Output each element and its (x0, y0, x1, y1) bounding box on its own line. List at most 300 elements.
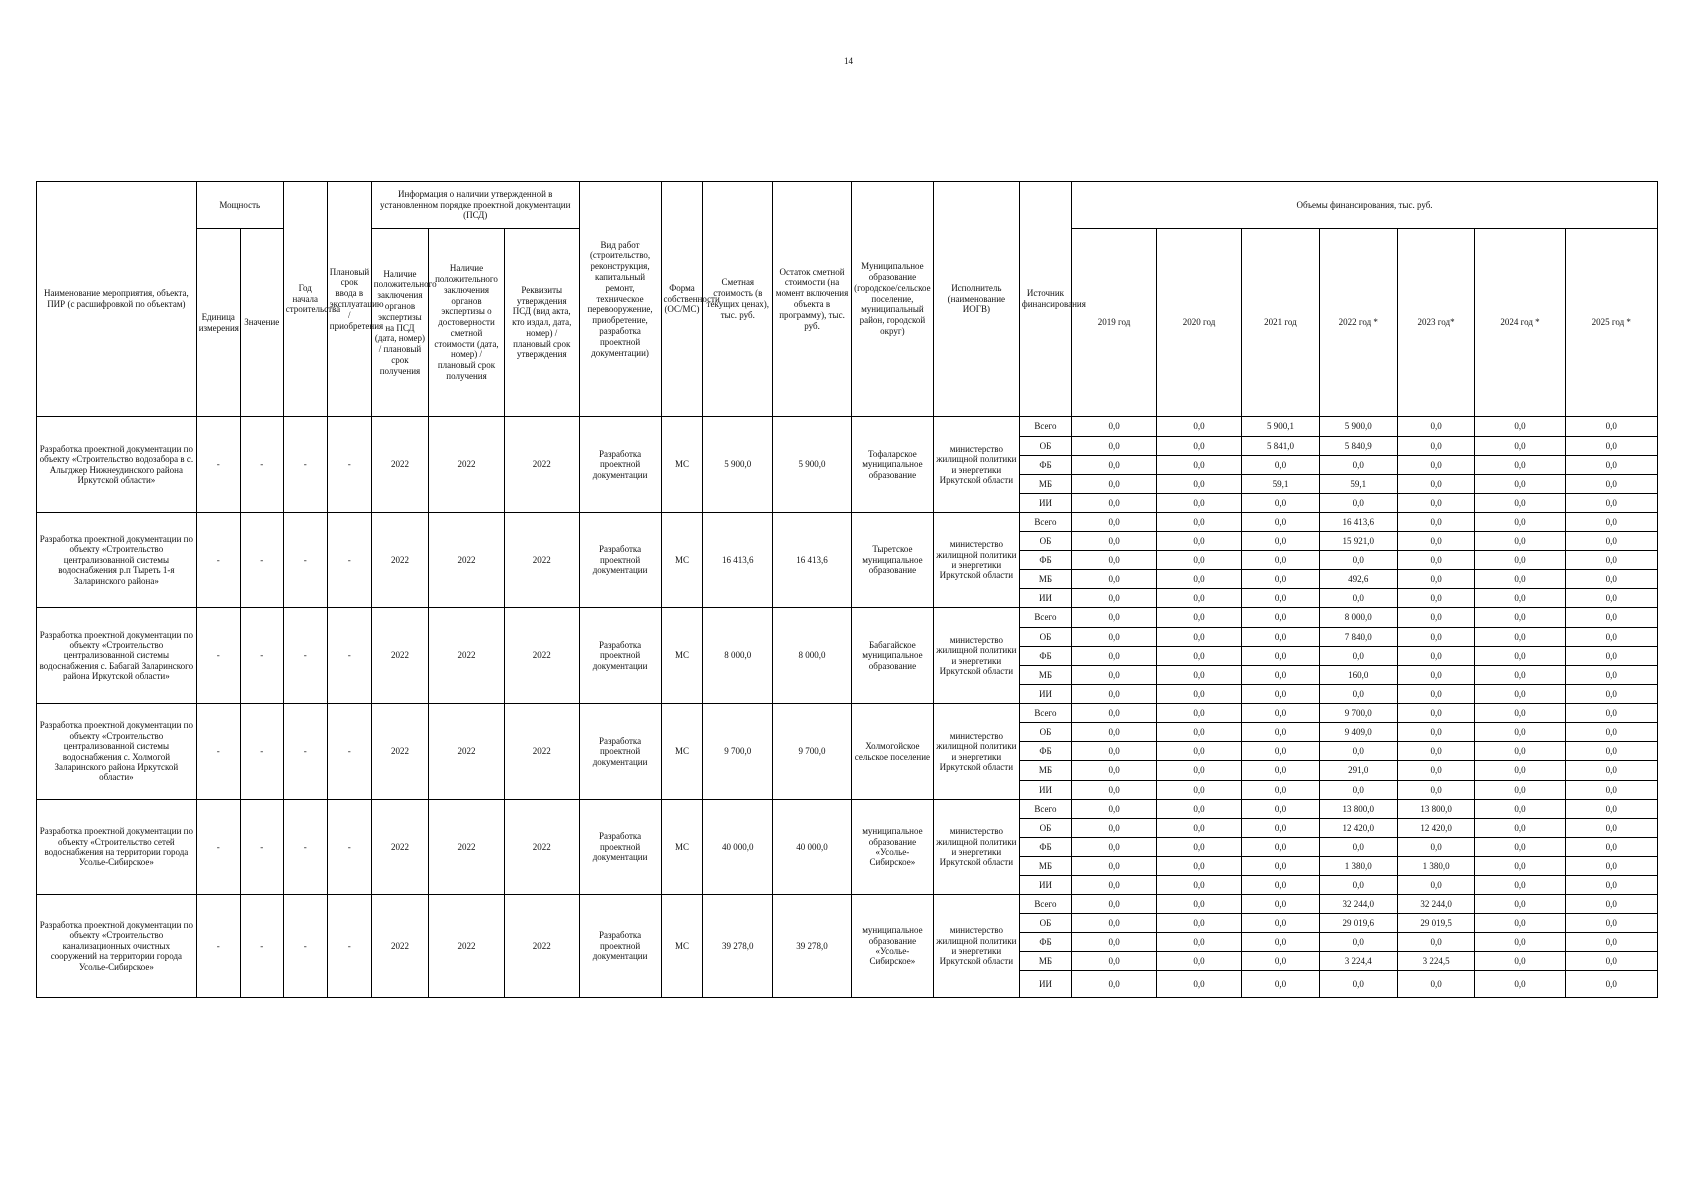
funding-value-cell: 0,0 (1157, 494, 1242, 513)
funding-value-cell: 0,0 (1475, 532, 1565, 551)
funding-source-cell: МБ (1019, 761, 1071, 781)
executor-cell: министерство жилищной политики и энергетики Иркутской области (933, 608, 1019, 704)
table-row (37, 704, 1658, 723)
funding-value-cell: 0,0 (1397, 589, 1475, 608)
funding-value-cell: 0,0 (1565, 819, 1657, 838)
funding-value-cell: 0,0 (1072, 551, 1157, 570)
header-psd-details: Реквизиты утверждения ПСД (вид акта, кто издал, дата, номер) / плановый срок утверждения (504, 229, 579, 417)
ownership-cell: МС (661, 800, 703, 895)
header-work-type: Вид работ (строительство, реконструкция, капитальный ремонт, техническое перевооружение, приобретение, разработка проектной документации) (579, 182, 661, 417)
year-start-cell: - (283, 895, 327, 998)
funding-value-cell: 0,0 (1565, 475, 1657, 494)
funding-value-cell: 0,0 (1565, 494, 1657, 513)
value-cell: - (240, 608, 283, 704)
funding-value-cell: 0,0 (1072, 513, 1157, 532)
funding-value-cell: 0,0 (1072, 914, 1157, 933)
funding-value-cell: 0,0 (1475, 589, 1565, 608)
funding-value-cell: 0,0 (1565, 781, 1657, 800)
estimated-cost-cell: 16 413,6 (703, 513, 773, 608)
funding-value-cell: 0,0 (1565, 857, 1657, 876)
funding-value-cell: 12 420,0 (1319, 819, 1397, 838)
funding-value-cell: 0,0 (1565, 952, 1657, 971)
municipality-cell: Тыретское муниципальное образование (851, 513, 933, 608)
funding-value-cell: 9 700,0 (1319, 704, 1397, 723)
funding-value-cell: 0,0 (1157, 838, 1242, 857)
funding-value-cell: 0,0 (1157, 513, 1242, 532)
psd-cost-cell: 2022 (429, 704, 505, 800)
executor-cell: министерство жилищной политики и энергетики Иркутской области (933, 417, 1019, 513)
funding-source-cell: ИИ (1019, 589, 1071, 608)
funding-value-cell: 0,0 (1565, 551, 1657, 570)
funding-value-cell: 0,0 (1565, 666, 1657, 685)
funding-value-cell: 160,0 (1319, 666, 1397, 685)
funding-value-cell: 0,0 (1565, 914, 1657, 933)
funding-value-cell: 0,0 (1242, 895, 1320, 914)
year-start-cell: - (283, 800, 327, 895)
project-name: Разработка проектной документации по объекту «Строительство централизованной системы водоснабжения с. Холмогой Заларинского района Иркутской области» (37, 704, 197, 800)
funding-value-cell: 0,0 (1475, 952, 1565, 971)
funding-value-cell: 0,0 (1475, 819, 1565, 838)
funding-source-cell: МБ (1019, 475, 1071, 494)
funding-value-cell: 0,0 (1157, 437, 1242, 456)
funding-value-cell: 5 840,9 (1319, 437, 1397, 456)
header-ownership: Форма собственности (ОС/МС) (661, 182, 703, 417)
funding-value-cell: 0,0 (1397, 475, 1475, 494)
funding-value-cell: 0,0 (1072, 437, 1157, 456)
psd-details-cell: 2022 (504, 417, 579, 513)
funding-value-cell: 0,0 (1475, 838, 1565, 857)
table-row (37, 800, 1658, 819)
funding-value-cell: 0,0 (1072, 475, 1157, 494)
funding-value-cell: 0,0 (1475, 742, 1565, 761)
funding-table (36, 181, 1658, 998)
funding-value-cell: 0,0 (1397, 551, 1475, 570)
funding-value-cell: 0,0 (1157, 781, 1242, 800)
work-type-cell: Разработка проектной документации (579, 800, 661, 895)
funding-value-cell: 0,0 (1397, 417, 1475, 437)
funding-source-cell: ОБ (1019, 819, 1071, 838)
funding-value-cell: 32 244,0 (1319, 895, 1397, 914)
funding-value-cell: 0,0 (1242, 819, 1320, 838)
funding-value-cell: 0,0 (1072, 857, 1157, 876)
funding-value-cell: 0,0 (1157, 647, 1242, 666)
funding-source-cell: МБ (1019, 570, 1071, 589)
unit-cell: - (196, 800, 240, 895)
unit-cell: - (196, 417, 240, 513)
funding-value-cell: 5 900,0 (1319, 417, 1397, 437)
funding-value-cell: 291,0 (1319, 761, 1397, 781)
funding-value-cell: 0,0 (1565, 437, 1657, 456)
unit-cell: - (196, 608, 240, 704)
funding-value-cell: 0,0 (1242, 781, 1320, 800)
funding-value-cell: 0,0 (1157, 704, 1242, 723)
funding-value-cell: 3 224,5 (1397, 952, 1475, 971)
value-cell: - (240, 800, 283, 895)
funding-value-cell: 0,0 (1565, 742, 1657, 761)
estimated-cost-cell: 40 000,0 (703, 800, 773, 895)
funding-value-cell: 0,0 (1565, 895, 1657, 914)
funding-value-cell: 0,0 (1475, 666, 1565, 685)
funding-value-cell: 1 380,0 (1397, 857, 1475, 876)
funding-value-cell: 0,0 (1319, 589, 1397, 608)
funding-value-cell: 0,0 (1157, 628, 1242, 647)
funding-value-cell: 0,0 (1072, 647, 1157, 666)
ownership-cell: МС (661, 608, 703, 704)
funding-value-cell: 0,0 (1157, 551, 1242, 570)
funding-value-cell: 0,0 (1565, 971, 1657, 998)
funding-value-cell: 0,0 (1475, 971, 1565, 998)
funding-source-cell: ИИ (1019, 685, 1071, 704)
funding-value-cell: 0,0 (1072, 456, 1157, 475)
funding-value-cell: 0,0 (1157, 666, 1242, 685)
psd-expertise-cell: 2022 (371, 513, 428, 608)
funding-value-cell: 0,0 (1319, 685, 1397, 704)
header-year-2022: 2022 год * (1319, 229, 1397, 417)
funding-value-cell: 0,0 (1242, 532, 1320, 551)
funding-value-cell: 0,0 (1072, 628, 1157, 647)
funding-value-cell: 0,0 (1157, 952, 1242, 971)
funding-value-cell: 0,0 (1072, 895, 1157, 914)
funding-value-cell: 15 921,0 (1319, 532, 1397, 551)
funding-value-cell: 0,0 (1475, 417, 1565, 437)
remaining-cost-cell: 16 413,6 (773, 513, 852, 608)
table-row (37, 608, 1658, 628)
funding-value-cell: 0,0 (1242, 647, 1320, 666)
header-psd-cost: Наличие положительного заключения органов экспертизы о достоверности сметной стоимости (дата, номер) / плановый срок получения (429, 229, 505, 417)
header-source: Источник финансирования (1019, 182, 1071, 417)
funding-value-cell: 0,0 (1072, 685, 1157, 704)
funding-value-cell: 0,0 (1319, 647, 1397, 666)
funding-value-cell: 0,0 (1565, 532, 1657, 551)
funding-value-cell: 0,0 (1319, 838, 1397, 857)
funding-value-cell: 0,0 (1319, 494, 1397, 513)
remaining-cost-cell: 5 900,0 (773, 417, 852, 513)
funding-value-cell: 0,0 (1157, 857, 1242, 876)
funding-value-cell: 0,0 (1157, 589, 1242, 608)
header-unit: Единица измерения (196, 229, 240, 417)
funding-value-cell: 0,0 (1319, 456, 1397, 475)
header-year-start: Год начала строительства (283, 182, 327, 417)
funding-value-cell: 0,0 (1397, 685, 1475, 704)
funding-value-cell: 0,0 (1565, 513, 1657, 532)
estimated-cost-cell: 5 900,0 (703, 417, 773, 513)
funding-value-cell: 0,0 (1475, 800, 1565, 819)
ownership-cell: МС (661, 417, 703, 513)
funding-value-cell: 0,0 (1475, 761, 1565, 781)
header-psd-group: Информация о наличии утвержденной в установленном порядке проектной документации (ПСД) (371, 182, 579, 229)
value-cell: - (240, 704, 283, 800)
year-start-cell: - (283, 417, 327, 513)
funding-value-cell: 1 380,0 (1319, 857, 1397, 876)
funding-value-cell: 0,0 (1242, 876, 1320, 895)
funding-value-cell: 0,0 (1072, 819, 1157, 838)
header-executor: Исполнитель (наименование ИОГВ) (933, 182, 1019, 417)
psd-expertise-cell: 2022 (371, 417, 428, 513)
unit-cell: - (196, 895, 240, 998)
funding-value-cell: 29 019,5 (1397, 914, 1475, 933)
funding-value-cell: 7 840,0 (1319, 628, 1397, 647)
funding-value-cell: 0,0 (1157, 800, 1242, 819)
funding-value-cell: 0,0 (1475, 857, 1565, 876)
psd-details-cell: 2022 (504, 608, 579, 704)
funding-source-cell: Всего (1019, 513, 1071, 532)
header-planned-date: Плановый срок ввода в эксплуатацию / приобретения (327, 182, 371, 417)
psd-expertise-cell: 2022 (371, 895, 428, 998)
funding-value-cell: 0,0 (1072, 417, 1157, 437)
funding-value-cell: 0,0 (1565, 800, 1657, 819)
project-name: Разработка проектной документации по объекту «Строительство сетей водоснабжения на территории города Усолье-Сибирское» (37, 800, 197, 895)
funding-value-cell: 0,0 (1242, 952, 1320, 971)
funding-value-cell: 0,0 (1475, 723, 1565, 742)
funding-source-cell: ОБ (1019, 437, 1071, 456)
funding-value-cell: 0,0 (1242, 589, 1320, 608)
header-funding-group: Объемы финансирования, тыс. руб. (1072, 182, 1658, 229)
funding-value-cell: 0,0 (1072, 608, 1157, 628)
table-row (37, 895, 1658, 914)
municipality-cell: Холмогойское сельское поселение (851, 704, 933, 800)
funding-value-cell: 0,0 (1397, 971, 1475, 998)
funding-value-cell: 0,0 (1397, 781, 1475, 800)
funding-value-cell: 0,0 (1475, 608, 1565, 628)
municipality-cell: муниципальное образование «Усолье-Сибирское» (851, 800, 933, 895)
funding-source-cell: Всего (1019, 704, 1071, 723)
funding-value-cell: 0,0 (1565, 570, 1657, 589)
funding-value-cell: 0,0 (1157, 819, 1242, 838)
funding-value-cell: 0,0 (1072, 838, 1157, 857)
header-psd-expertise: Наличие положительного заключения органов экспертизы на ПСД (дата, номер) / плановый срок получения (371, 229, 428, 417)
funding-value-cell: 0,0 (1072, 589, 1157, 608)
funding-value-cell: 0,0 (1072, 933, 1157, 952)
funding-value-cell: 0,0 (1475, 494, 1565, 513)
work-type-cell: Разработка проектной документации (579, 704, 661, 800)
funding-source-cell: ИИ (1019, 781, 1071, 800)
funding-value-cell: 0,0 (1475, 781, 1565, 800)
header-remaining-cost: Остаток сметной стоимости (на момент включения объекта в программу), тыс. руб. (773, 182, 852, 417)
funding-value-cell: 13 800,0 (1319, 800, 1397, 819)
funding-value-cell: 59,1 (1242, 475, 1320, 494)
funding-value-cell: 0,0 (1072, 723, 1157, 742)
funding-source-cell: Всего (1019, 417, 1071, 437)
header-municipality: Муниципальное образование (городское/сельское поселение, муниципальный район, городской округ) (851, 182, 933, 417)
funding-value-cell: 0,0 (1157, 685, 1242, 704)
funding-value-cell: 0,0 (1242, 628, 1320, 647)
funding-value-cell: 0,0 (1565, 838, 1657, 857)
funding-value-cell: 0,0 (1475, 876, 1565, 895)
value-cell: - (240, 417, 283, 513)
funding-value-cell: 0,0 (1397, 608, 1475, 628)
funding-value-cell: 0,0 (1242, 570, 1320, 589)
funding-value-cell: 0,0 (1475, 475, 1565, 494)
estimated-cost-cell: 39 278,0 (703, 895, 773, 998)
header-year-2023: 2023 год* (1397, 229, 1475, 417)
funding-source-cell: ОБ (1019, 723, 1071, 742)
funding-value-cell: 0,0 (1565, 876, 1657, 895)
funding-value-cell: 0,0 (1242, 704, 1320, 723)
remaining-cost-cell: 9 700,0 (773, 704, 852, 800)
funding-value-cell: 0,0 (1475, 570, 1565, 589)
funding-value-cell: 0,0 (1072, 742, 1157, 761)
funding-value-cell: 0,0 (1242, 838, 1320, 857)
project-name: Разработка проектной документации по объекту «Строительство канализационных очистных сооружений на территории города Усолье-Сибирское» (37, 895, 197, 998)
funding-source-cell: ФБ (1019, 838, 1071, 857)
funding-source-cell: ФБ (1019, 551, 1071, 570)
funding-value-cell: 0,0 (1397, 742, 1475, 761)
funding-value-cell: 0,0 (1397, 628, 1475, 647)
funding-value-cell: 0,0 (1157, 742, 1242, 761)
funding-value-cell: 0,0 (1475, 895, 1565, 914)
funding-value-cell: 0,0 (1242, 933, 1320, 952)
psd-cost-cell: 2022 (429, 513, 505, 608)
funding-value-cell: 32 244,0 (1397, 895, 1475, 914)
work-type-cell: Разработка проектной документации (579, 895, 661, 998)
header-value: Значение (240, 229, 283, 417)
psd-expertise-cell: 2022 (371, 608, 428, 704)
funding-value-cell: 0,0 (1157, 914, 1242, 933)
funding-value-cell: 0,0 (1157, 475, 1242, 494)
ownership-cell: МС (661, 704, 703, 800)
header-capacity: Мощность (196, 182, 283, 229)
funding-value-cell: 3 224,4 (1319, 952, 1397, 971)
executor-cell: министерство жилищной политики и энергетики Иркутской области (933, 704, 1019, 800)
funding-value-cell: 0,0 (1397, 456, 1475, 475)
planned-date-cell: - (327, 608, 371, 704)
funding-value-cell: 12 420,0 (1397, 819, 1475, 838)
funding-source-cell: ФБ (1019, 742, 1071, 761)
funding-source-cell: ОБ (1019, 532, 1071, 551)
funding-value-cell: 0,0 (1072, 704, 1157, 723)
year-start-cell: - (283, 704, 327, 800)
funding-value-cell: 0,0 (1157, 876, 1242, 895)
funding-value-cell: 0,0 (1397, 532, 1475, 551)
funding-source-cell: ИИ (1019, 971, 1071, 998)
funding-value-cell: 5 900,1 (1242, 417, 1320, 437)
header-year-2019: 2019 год (1072, 229, 1157, 417)
funding-value-cell: 0,0 (1157, 895, 1242, 914)
funding-source-cell: ИИ (1019, 876, 1071, 895)
funding-value-cell: 0,0 (1157, 456, 1242, 475)
planned-date-cell: - (327, 417, 371, 513)
psd-cost-cell: 2022 (429, 608, 505, 704)
psd-details-cell: 2022 (504, 800, 579, 895)
table-row (37, 513, 1658, 532)
funding-value-cell: 0,0 (1565, 628, 1657, 647)
project-name: Разработка проектной документации по объекту «Строительство водозабора в с. Альгджер Нижнеудинского района Иркутской области» (37, 417, 197, 513)
funding-value-cell: 0,0 (1397, 933, 1475, 952)
ownership-cell: МС (661, 895, 703, 998)
funding-value-cell: 0,0 (1397, 723, 1475, 742)
funding-value-cell: 0,0 (1475, 704, 1565, 723)
funding-value-cell: 0,0 (1397, 437, 1475, 456)
funding-value-cell: 0,0 (1565, 933, 1657, 952)
funding-source-cell: Всего (1019, 608, 1071, 628)
funding-value-cell: 0,0 (1072, 666, 1157, 685)
funding-value-cell: 0,0 (1242, 857, 1320, 876)
funding-value-cell: 0,0 (1319, 551, 1397, 570)
funding-value-cell: 0,0 (1319, 781, 1397, 800)
funding-value-cell: 0,0 (1072, 570, 1157, 589)
header-name: Наименование мероприятия, объекта, ПИР (с расшифровкой по объектам) (37, 182, 197, 417)
psd-details-cell: 2022 (504, 704, 579, 800)
value-cell: - (240, 513, 283, 608)
funding-value-cell: 0,0 (1565, 761, 1657, 781)
planned-date-cell: - (327, 704, 371, 800)
funding-value-cell: 0,0 (1565, 589, 1657, 608)
funding-value-cell: 0,0 (1157, 417, 1242, 437)
psd-details-cell: 2022 (504, 513, 579, 608)
funding-value-cell: 0,0 (1242, 800, 1320, 819)
psd-details-cell: 2022 (504, 895, 579, 998)
funding-value-cell: 0,0 (1397, 570, 1475, 589)
remaining-cost-cell: 40 000,0 (773, 800, 852, 895)
header-estimated-cost: Сметная стоимость (в текущих ценах), тыс. руб. (703, 182, 773, 417)
funding-value-cell: 0,0 (1157, 532, 1242, 551)
year-start-cell: - (283, 513, 327, 608)
funding-value-cell: 0,0 (1242, 723, 1320, 742)
funding-value-cell: 0,0 (1475, 456, 1565, 475)
header-year-2024: 2024 год * (1475, 229, 1565, 417)
planned-date-cell: - (327, 513, 371, 608)
funding-source-cell: ФБ (1019, 456, 1071, 475)
work-type-cell: Разработка проектной документации (579, 417, 661, 513)
funding-value-cell: 0,0 (1157, 971, 1242, 998)
funding-value-cell: 0,0 (1565, 456, 1657, 475)
executor-cell: министерство жилищной политики и энергетики Иркутской области (933, 513, 1019, 608)
funding-value-cell: 0,0 (1565, 608, 1657, 628)
executor-cell: министерство жилищной политики и энергетики Иркутской области (933, 800, 1019, 895)
funding-value-cell: 0,0 (1397, 838, 1475, 857)
funding-value-cell: 0,0 (1565, 685, 1657, 704)
table-row (37, 417, 1658, 437)
funding-value-cell: 0,0 (1072, 876, 1157, 895)
funding-value-cell: 0,0 (1157, 723, 1242, 742)
unit-cell: - (196, 704, 240, 800)
funding-value-cell: 0,0 (1242, 742, 1320, 761)
funding-value-cell: 0,0 (1565, 647, 1657, 666)
work-type-cell: Разработка проектной документации (579, 608, 661, 704)
psd-expertise-cell: 2022 (371, 704, 428, 800)
estimated-cost-cell: 8 000,0 (703, 608, 773, 704)
planned-date-cell: - (327, 895, 371, 998)
psd-cost-cell: 2022 (429, 895, 505, 998)
work-type-cell: Разработка проектной документации (579, 513, 661, 608)
funding-value-cell: 0,0 (1072, 800, 1157, 819)
funding-value-cell: 0,0 (1157, 761, 1242, 781)
funding-source-cell: ИИ (1019, 494, 1071, 513)
funding-value-cell: 0,0 (1397, 666, 1475, 685)
funding-value-cell: 0,0 (1475, 647, 1565, 666)
funding-value-cell: 0,0 (1397, 647, 1475, 666)
funding-source-cell: ОБ (1019, 914, 1071, 933)
funding-value-cell: 0,0 (1242, 761, 1320, 781)
funding-source-cell: ФБ (1019, 647, 1071, 666)
planned-date-cell: - (327, 800, 371, 895)
funding-value-cell: 0,0 (1242, 513, 1320, 532)
project-name: Разработка проектной документации по объекту «Строительство централизованной системы водоснабжения с. Бабагай Заларинского района Иркутской области» (37, 608, 197, 704)
project-name: Разработка проектной документации по объекту «Строительство централизованной системы водоснабжения р.п Тыреть 1-я Заларинского района» (37, 513, 197, 608)
funding-value-cell: 0,0 (1242, 551, 1320, 570)
funding-value-cell: 0,0 (1397, 513, 1475, 532)
funding-value-cell: 0,0 (1475, 513, 1565, 532)
funding-value-cell: 0,0 (1157, 570, 1242, 589)
funding-value-cell: 5 841,0 (1242, 437, 1320, 456)
funding-value-cell: 0,0 (1072, 781, 1157, 800)
funding-source-cell: Всего (1019, 800, 1071, 819)
psd-expertise-cell: 2022 (371, 800, 428, 895)
header-year-2021: 2021 год (1242, 229, 1320, 417)
funding-value-cell: 0,0 (1475, 933, 1565, 952)
municipality-cell: муниципальное образование «Усолье-Сибирское» (851, 895, 933, 998)
unit-cell: - (196, 513, 240, 608)
